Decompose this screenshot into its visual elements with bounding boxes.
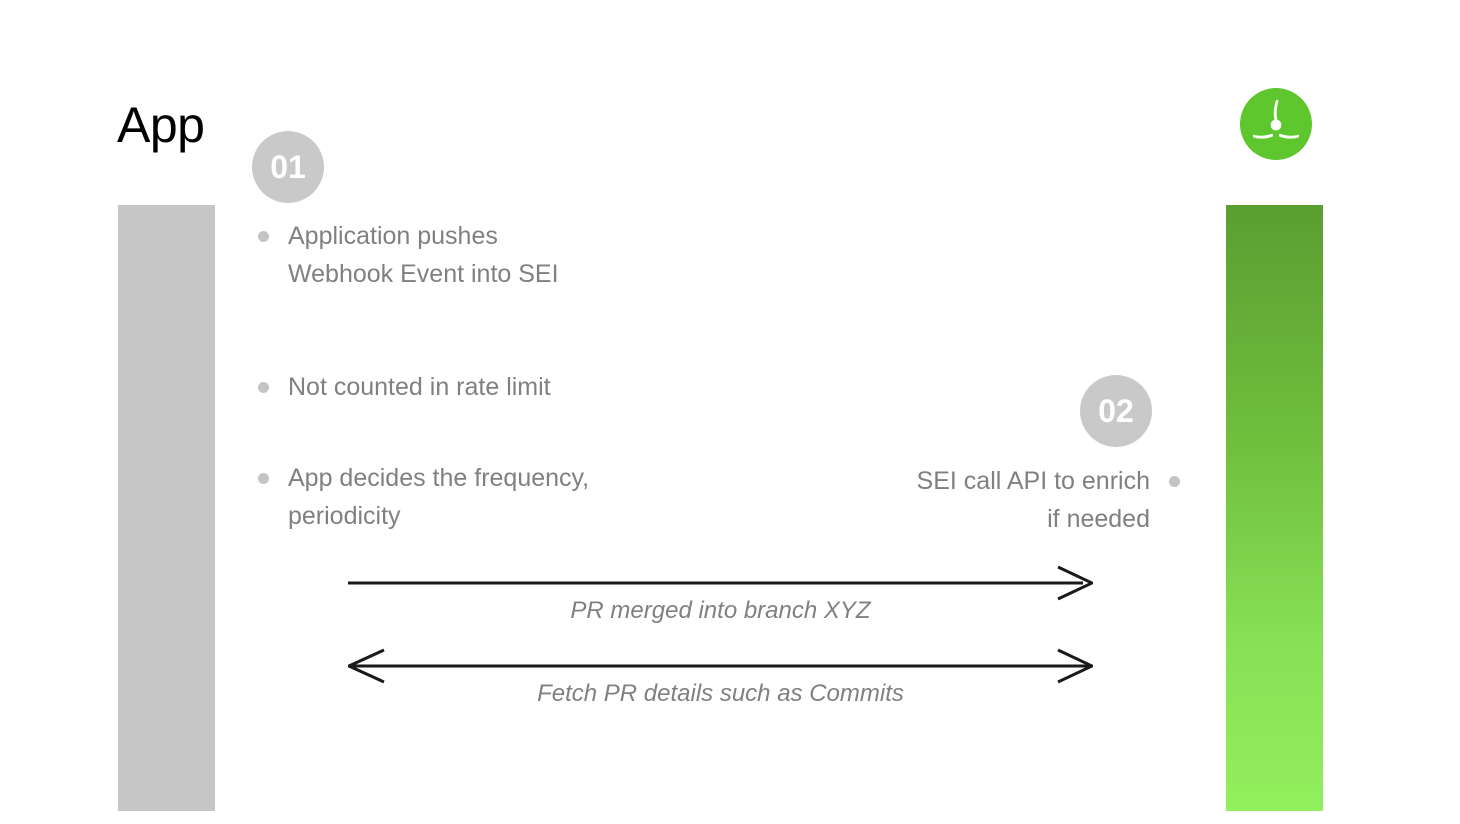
bullet-item-frequency (258, 459, 618, 535)
bullet-dot-icon (1169, 476, 1180, 487)
bullet-dot-icon (258, 382, 269, 393)
bullet-text: Application pushes Webhook Event into SEI (288, 222, 559, 288)
arrow-right-icon (348, 565, 1093, 601)
bullet-item-rate-limit (258, 368, 588, 406)
bullet-text: App decides the frequency, periodicity (288, 464, 590, 530)
sei-lifeline-bar (1226, 205, 1323, 811)
bullet-item-app-pushes (258, 217, 588, 293)
bullet-item-sei-enrich (900, 462, 1180, 538)
arrow-label: PR merged into branch XYZ (570, 597, 871, 624)
bullet-text: Not counted in rate limit (288, 373, 551, 401)
bullet-text: SEI call API to enrich if needed (916, 467, 1150, 533)
step-badge-02: 02 (1080, 375, 1152, 447)
arrow-fetch-pr-details (348, 648, 1093, 707)
arrow-pr-merged (348, 565, 1093, 624)
harness-propeller-logo-icon (1240, 88, 1312, 160)
app-lifeline-bar (118, 205, 215, 811)
step-badge-01: 01 (252, 131, 324, 203)
bullet-dot-icon (258, 473, 269, 484)
bullet-dot-icon (258, 231, 269, 242)
arrow-bidirectional-icon (348, 648, 1093, 684)
page-title: App (117, 97, 205, 153)
arrow-label: Fetch PR details such as Commits (537, 680, 904, 707)
